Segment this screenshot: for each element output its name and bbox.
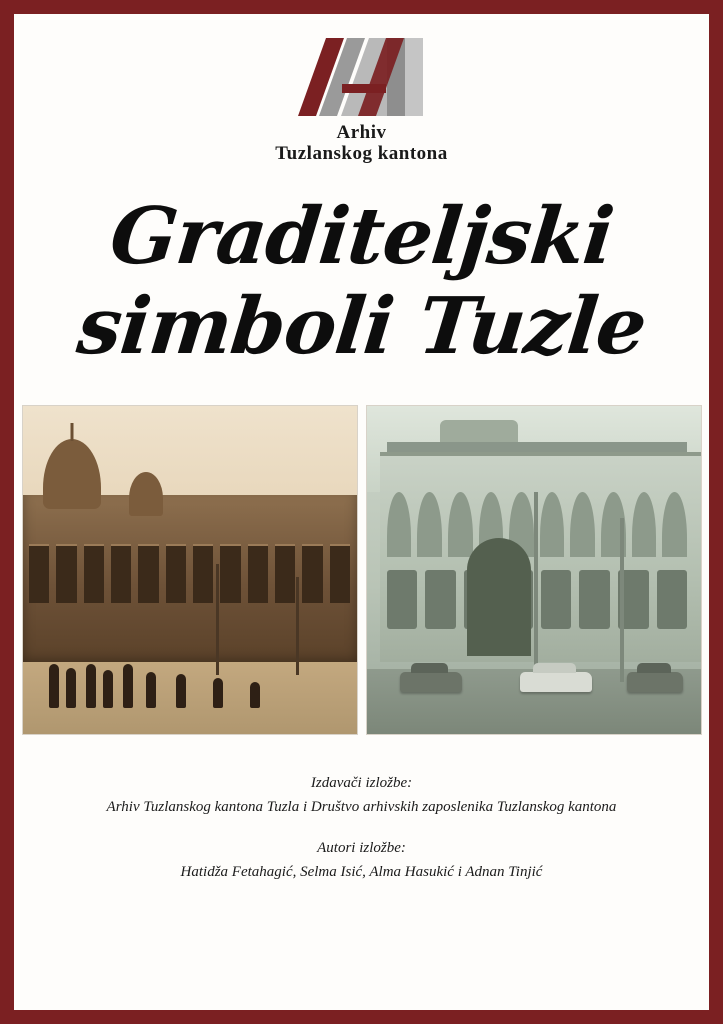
authors-label: Autori izložbe: xyxy=(317,840,406,857)
historical-sepia-photo xyxy=(22,405,358,735)
logo-block xyxy=(275,32,448,165)
title-line-2: simboli Tuzle xyxy=(73,280,650,372)
poster-inner xyxy=(14,14,709,1010)
parked-car-1 xyxy=(400,672,462,692)
parked-car-3 xyxy=(627,672,683,692)
green-building-facade xyxy=(380,452,701,662)
green-street-pole-2 xyxy=(620,518,624,682)
image-row xyxy=(22,405,702,735)
parked-car-2 xyxy=(520,672,592,692)
arhiv-tuzlanskog-kantona-logo-icon xyxy=(286,32,436,118)
sepia-people-group xyxy=(23,636,357,708)
authors-value: Hatidža Fetahagić, Selma Isić, Alma Hasukić i Adnan Tinjić xyxy=(180,864,543,881)
credit-group-authors xyxy=(107,840,617,881)
logo-text xyxy=(275,122,448,165)
modern-building-photo xyxy=(366,405,702,735)
publishers-value: Arhiv Tuzlanskog kantona Tuzla i Društvo arhivskih zaposlenika Tuzlanskog kantona xyxy=(106,799,617,816)
logo-line-1: Arhiv xyxy=(336,122,387,143)
green-street-pole-1 xyxy=(534,492,538,682)
page-title xyxy=(73,190,650,372)
title-line-1: Graditeljski xyxy=(106,190,618,282)
credit-group-publishers xyxy=(107,775,617,816)
sepia-window-row xyxy=(29,544,350,603)
credits-block xyxy=(107,775,617,881)
green-main-entrance xyxy=(467,538,531,656)
logo-line-2: Tuzlanskog kantona xyxy=(275,143,448,165)
publishers-label: Izdavači izložbe: xyxy=(310,775,413,792)
